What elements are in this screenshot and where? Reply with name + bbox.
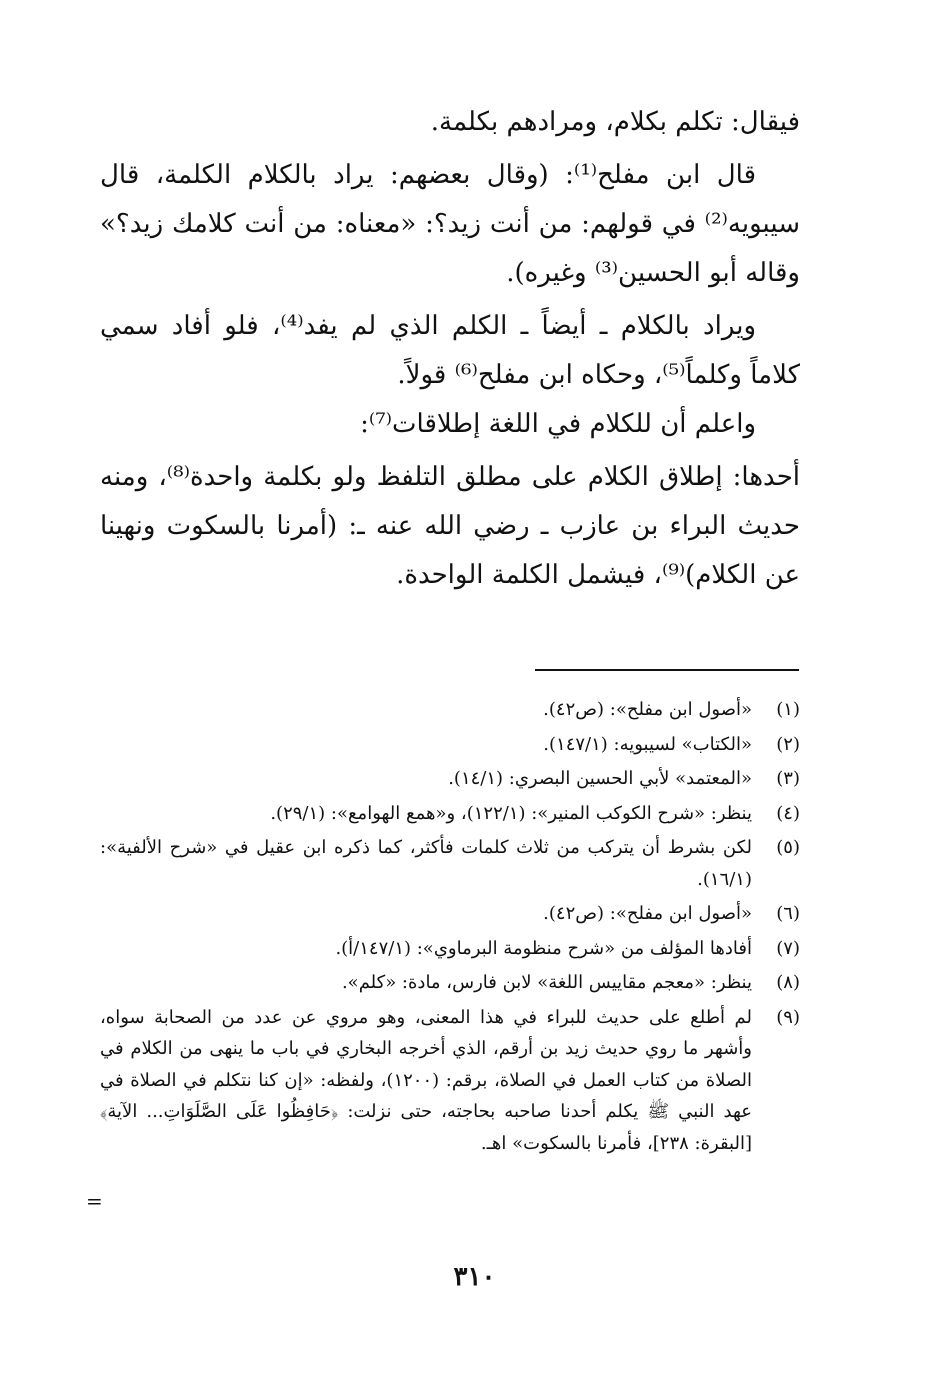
main-text [100,98,800,600]
footnote-text: ينظر: «معجم مقاييس اللغة» لابن فارس، مادة: «كلم». [341,972,752,993]
footnote-text: لكن بشرط أن يتركب من ثلاث كلمات فأكثر، كما ذكره ابن عقيل في «شرح الألفية»: (١٦/١). [100,837,752,890]
footnote-2 [100,729,800,761]
footnote-text: «الكتاب» لسيبويه: (١٤٧/١). [543,733,752,755]
footnote-text: أفادها المؤلف من «شرح منظومة البرماوي»: (١٤٧/١/أ). [335,937,752,959]
page-number: ٣١٠ [453,1262,496,1292]
paragraph-2: قال ابن مفلح⁽¹⁾: (وقال بعضهم: يراد بالكلام الكلمة، قال سيبويه⁽²⁾ في قولهم: من أنت زيد؟: «معناه: من أنت كلامك زيد؟» وقاله أبو الحسين⁽³⁾ وغيره). [100,160,800,288]
footnote-number: (١) [776,699,800,720]
footnote-5 [100,832,800,895]
paragraph-3: ويراد بالكلام ـ أيضاً ـ الكلم الذي لم يفد⁽⁴⁾، فلو أفاد سمي كلاماً وكلماً⁽⁵⁾، وحكاه ابن مفلح⁽⁶⁾ قولاً. [100,311,800,390]
footnote-text: ينظر: «شرح الكوكب المنير»: (١٢٢/١)، و«همع الهوامع»: (٢٩/١). [270,802,752,824]
footnote-text: «أصول ابن مفلح»: (ص٤٢). [543,699,752,720]
footnote-number: (٢) [776,733,800,755]
footnote-4 [100,798,800,830]
paragraph-4: واعلم أن للكلام في اللغة إطلاقات⁽⁷⁾: [360,409,756,439]
footnote-number: (٩) [776,1006,800,1028]
continuation-mark: = [86,1189,103,1213]
footnote-7 [100,933,800,965]
paragraph-5: أحدها: إطلاق الكلام على مطلق التلفظ ولو بكلمة واحدة⁽⁸⁾، ومنه حديث البراء بن عازب ـ رضي الله عنه ـ: (أمرنا بالسكوت ونهينا عن الكلام)⁽⁹⁾، فيشمل الكلمة الواحدة. [100,462,800,590]
footnote-1 [100,694,800,726]
paragraph-1: فيقال: تكلم بكلام، ومرادهم بكلمة. [430,107,800,137]
footnote-number: (٧) [776,937,800,959]
footnote-separator [535,669,799,671]
footnote-number: (٦) [776,903,800,924]
footnote-3 [100,763,800,795]
footnote-text: «المعتمد» لأبي الحسين البصري: (١٤/١). [448,768,752,789]
footnote-text: «أصول ابن مفلح»: (ص٤٢). [543,903,752,924]
footnote-number: (٥) [776,837,800,858]
footnote-9 [100,1002,800,1160]
footnote-number: (٨) [776,972,800,993]
footnote-number: (٣) [776,768,800,789]
footnote-number: (٤) [776,802,800,824]
footnotes [100,694,800,1162]
footnote-text: لم أطلع على حديث للبراء في هذا المعنى، وهو مروي عن عدد من الصحابة سواه، وأشهر ما روي حديث زيد بن أرقم، الذي أخرجه البخاري في باب ما ينهى من الكلام في الصلاة من كتاب العمل في الصلاة، برقم: (١٢٠٠)، ولفظه: «إن كنا نتكلم في الصلاة في عهد النبي ﷺ يكلم أحدنا صاحبه بحاجته، حتى نزلت: ﴿حَافِظُوا عَلَى الصَّلَوَاتِ... الآية﴾ [البقرة: ٢٣٨]، فأمرنا بالسكوت» اهـ. [100,1006,753,1154]
footnote-6 [100,898,800,930]
footnote-8 [100,967,800,999]
